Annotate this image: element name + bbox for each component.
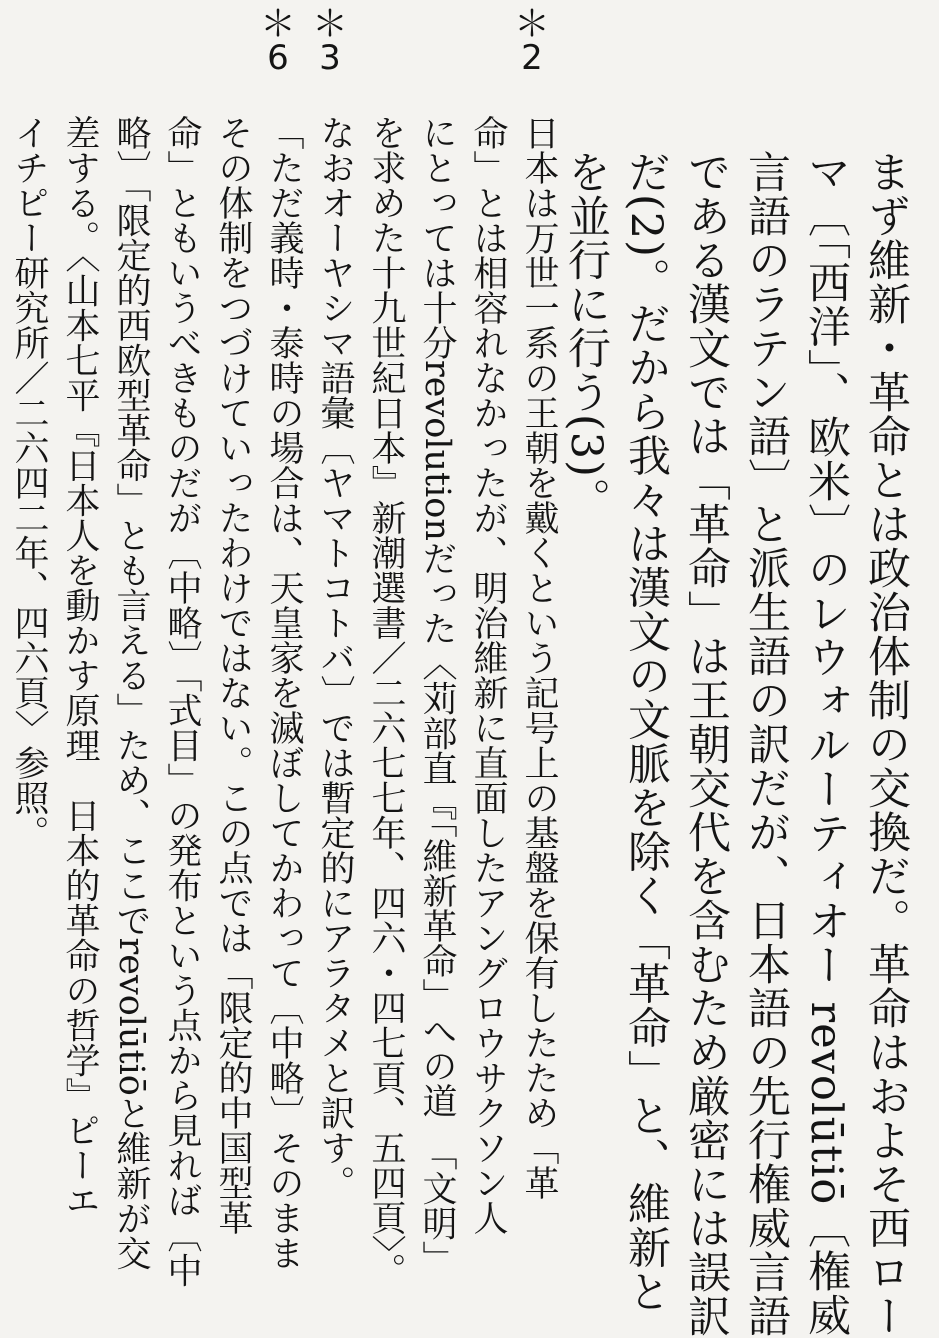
note-2-number: 2 — [521, 38, 543, 79]
note-2-line-1: 日本は万世一系の王朝を戴くという記号上の基盤を保有したため「革 — [519, 115, 559, 1200]
note-2-line-2: 命」とは相容れなかったが、明治維新に直面したアングロウサクソン人 — [468, 115, 508, 1235]
note-6-line-5: 差する。〈山本七平『日本人を動かす原理 日本的革命の哲学』ピーエ — [60, 115, 100, 1218]
note-2-marker — [512, 4, 552, 79]
note-6-line-3: 命」ともいうべきものだが〔中略〕「式目」の発布という点から見れば〔中 — [162, 115, 202, 1288]
note-3-marker — [310, 4, 350, 79]
note-2-line-3: にとっては十分revolutionだった〈苅部直『「維新革命」への道 「文明」 — [417, 115, 457, 1276]
note-6-line-2: その体制をつづけていったわけではない。この点では「限定的中国型革 — [213, 115, 253, 1235]
note-3-number: 3 — [319, 38, 341, 79]
note-2-asterisk: ＊ — [513, 4, 550, 45]
main-line-4: である漢文では「革命」は王朝交代を含むため厳密には誤訳 — [681, 150, 731, 1338]
note-6-line-4: 略〕「限定的西欧型革命」とも言える」ため、ここでrevolūtiōと維新が交 — [111, 115, 151, 1271]
note-6-line-6: イチピー研究所／二六四二年、四六頁〉参照。 — [9, 115, 49, 850]
note-6-asterisk: ＊ — [259, 4, 296, 45]
note-3-line-1: なおオーヤシマ語彙〔ヤマトコトバ〕では暫定的にアラタメと訳す。 — [315, 115, 355, 1200]
main-line-1: まず維新・革命とは政治体制の交換だ。革命はおよそ西ロー — [861, 150, 911, 1338]
note-6-number: 6 — [267, 38, 289, 79]
main-line-3: 言語のラテン語〕と派生語の訳だが、日本語の先行権威言語 — [741, 150, 791, 1338]
note-2-line-4: を求めた十九世紀日本』新潮選書／二六七七年、四六・四七頁、五四頁〉。 — [366, 115, 406, 1288]
note-6-line-1: 「ただ義時・泰時の場合は、天皇家を滅ぼしてかわって〔中略〕そのまま — [264, 115, 304, 1270]
note-3-asterisk: ＊ — [311, 4, 348, 45]
main-line-6: を並行に行う(3)。 — [561, 150, 611, 522]
main-line-2: マ〔「西洋」、欧米〕のレウォルーティオー revolūtiō〔権威 — [801, 150, 851, 1338]
main-line-5: だ(2)。だから我々は漢文の文脈を除く「革命」と、維新と — [621, 150, 671, 1314]
note-6-marker — [258, 4, 298, 79]
